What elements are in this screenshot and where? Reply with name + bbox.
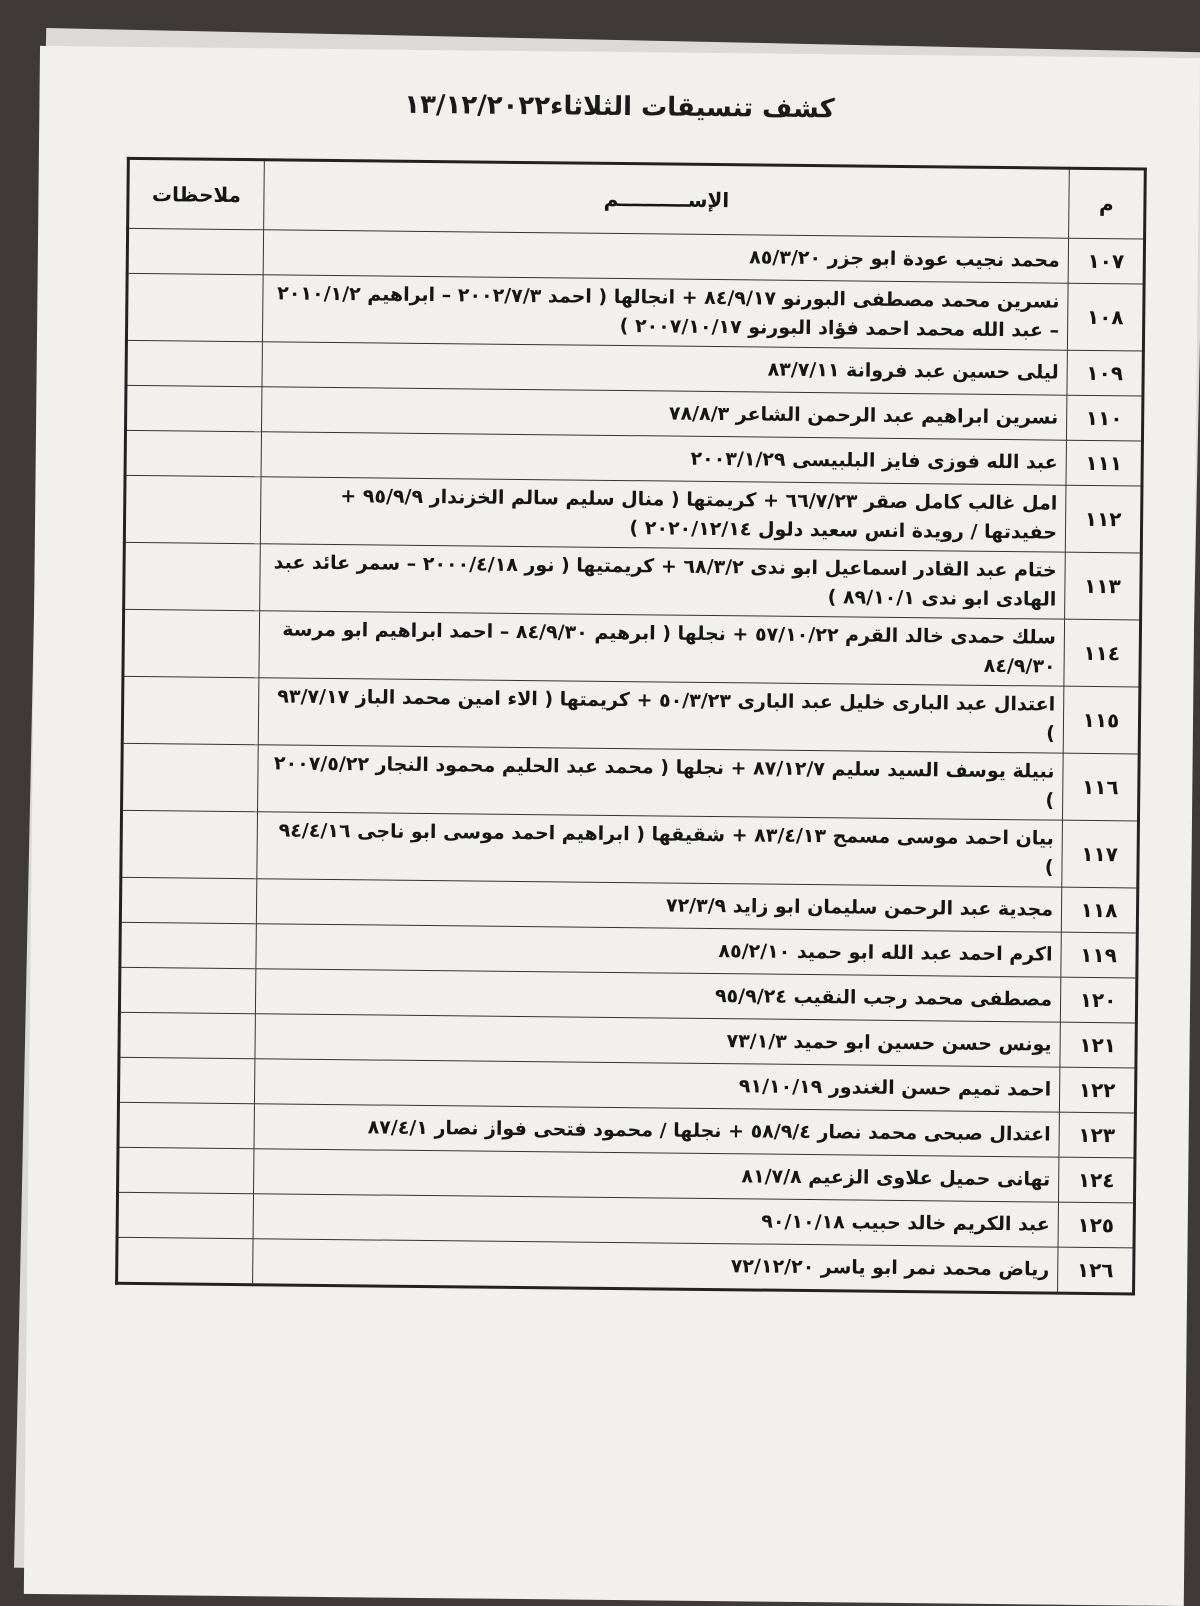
table-row [124,542,1142,620]
row-number: ١٠٩ [1067,350,1143,396]
row-notes [123,609,260,677]
row-name-text: اكرم احمد عبد الله ابو حميد ٨٥/٢/١٠ [256,924,1061,977]
row-name-text: احمد تميم حسن الغندور ٩١/١٠/١٩ [254,1059,1059,1112]
row-name-text: ليلى حسين عبد فروانة ٨٣/٧/١١ [262,342,1067,395]
table-row [123,609,1141,687]
row-name-text: يونس حسن حسين ابو حميد ٧٣/١/٣ [255,1014,1060,1067]
row-number: ١٢٣ [1059,1112,1135,1158]
row-name-text: نسرين محمد مصطفى البورنو ٨٤/٩/١٧ + انجالها ( احمد ٢٠٠٢/٧/٣ – ابراهيم ٢٠١٠/١/٢ – عبد الله محمد احمد فؤاد البورنو ٢٠٠٧/١٠/١٧ ) [262,275,1068,350]
row-number: ١١٦ [1062,753,1139,821]
row-number: ١١٥ [1063,686,1140,754]
paper-sheet [24,46,1200,1606]
row-name-text: اعتدال عبد البارى خليل عبد البارى ٥٠/٣/٢٣ + كريمتها ( الاء امين محمد الباز ٩٣/٧/١٧ ) [258,678,1064,753]
row-notes [120,877,256,923]
document-title: كشف تنسيقات الثلاثاء١٣/١٢/٢٠٢٢ [404,89,835,125]
table-row [124,475,1142,553]
row-name-text: بيان احمد موسى مسمح ٨٣/٤/١٣ + شقيقها ( ابراهيم احمد موسى ابو ناجى ٩٤/٤/١٦ ) [257,812,1063,887]
row-notes [117,1192,253,1238]
row-name-text: محمد نجيب عودة ابو جزر ٨٥/٣/٢٠ [263,230,1068,283]
row-notes [124,542,261,610]
table-body [117,228,1145,1294]
row-notes [124,475,261,543]
row-notes [118,1057,254,1103]
row-number: ١١٣ [1065,552,1142,620]
header-name: الإســــــــــم [264,160,1070,238]
table-row [122,676,1140,754]
row-notes [118,1102,254,1148]
header-notes: ملاحظات [128,158,265,229]
row-number: ١١٨ [1061,887,1137,933]
row-number: ١٢٥ [1058,1202,1134,1248]
row-number: ١١٩ [1061,932,1137,978]
row-name-text: نسرين ابراهيم عبد الرحمن الشاعر ٧٨/٨/٣ [262,387,1067,440]
row-number: ١١٤ [1064,619,1141,687]
row-notes [121,810,258,878]
row-notes [122,676,259,744]
row-name-text: مصطفى محمد رجب النقيب ٩٥/٩/٢٤ [255,969,1060,1022]
table-header-row [128,158,1146,239]
row-name-text: مجدية عبد الرحمن سليمان ابو زايد ٧٢/٣/٩ [256,879,1061,932]
row-number: ١٢١ [1060,1022,1136,1068]
row-number: ١٢٦ [1058,1247,1134,1294]
row-notes [119,967,255,1013]
row-number: ١٠٧ [1068,238,1144,284]
row-name-text: نبيلة يوسف السيد سليم ٨٧/١٢/٧ + نجلها ( محمد عبد الحليم محمود النجار ٢٠٠٧/٥/٢٢ ) [258,745,1064,820]
row-name-text: سلك حمدى خالد القرم ٥٧/١٠/٢٢ + نجلها ( ابرهيم ٨٤/٩/٣٠ – احمد ابراهيم ابو مرسة ٨٤/٩/٣٠ [259,611,1065,686]
row-notes [120,922,256,968]
row-name-text: اعتدال صبحى محمد نصار ٥٨/٩/٤ + نجلها / محمود فتحى فواز نصار ٨٧/٤/١ [254,1104,1059,1157]
row-notes [119,1012,255,1058]
row-name-text: تهانى حميل علاوى الزعيم ٨١/٧/٨ [254,1149,1059,1202]
row-notes [126,340,262,386]
row-name-text: عبد الله فوزى فايز البلبيسى ٢٠٠٣/١/٢٩ [261,432,1066,485]
row-notes [126,385,262,431]
row-notes [127,228,263,274]
row-name-text: ختام عبد القادر اسماعيل ابو ندى ٦٨/٣/٢ + كريمتيها ( نور ٢٠٠٠/٤/١٨ – سمر عائد عبد الهادى ابو ندى ٨٩/١٠/١ ) [260,544,1066,619]
row-number: ١١١ [1066,440,1142,486]
row-notes [118,1147,254,1193]
coordination-table [115,157,1147,1296]
table-row [121,810,1139,888]
row-number: ١٠٨ [1067,283,1144,351]
row-notes [117,1237,253,1284]
row-number: ١١٠ [1066,395,1142,441]
row-name-text: رياض محمد نمر ابو ياسر ٧٢/١٢/٢٠ [253,1239,1058,1293]
row-notes [122,743,259,811]
row-notes [125,430,261,476]
table-row [126,273,1144,351]
row-number: ١١٢ [1065,485,1142,553]
table-row [117,1237,1134,1294]
row-number: ١٢٤ [1058,1157,1134,1203]
row-notes [126,273,263,341]
row-number: ١١٧ [1062,820,1139,888]
row-number: ١٢٠ [1060,977,1136,1023]
row-name-text: عبد الكريم خالد حبيب ٩٠/١٠/١٨ [253,1194,1058,1247]
table-row [122,743,1140,821]
header-number: م [1069,168,1146,239]
row-number: ١٢٢ [1059,1067,1135,1113]
row-name-text: امل غالب كامل صقر ٦٦/٧/٢٣ + كريمتها ( منال سليم سالم الخزندار ٩٥/٩/٩ + حفيدتها / رويدة انس سعيد دلول ٢٠٢٠/١٢/١٤ ) [260,477,1066,552]
